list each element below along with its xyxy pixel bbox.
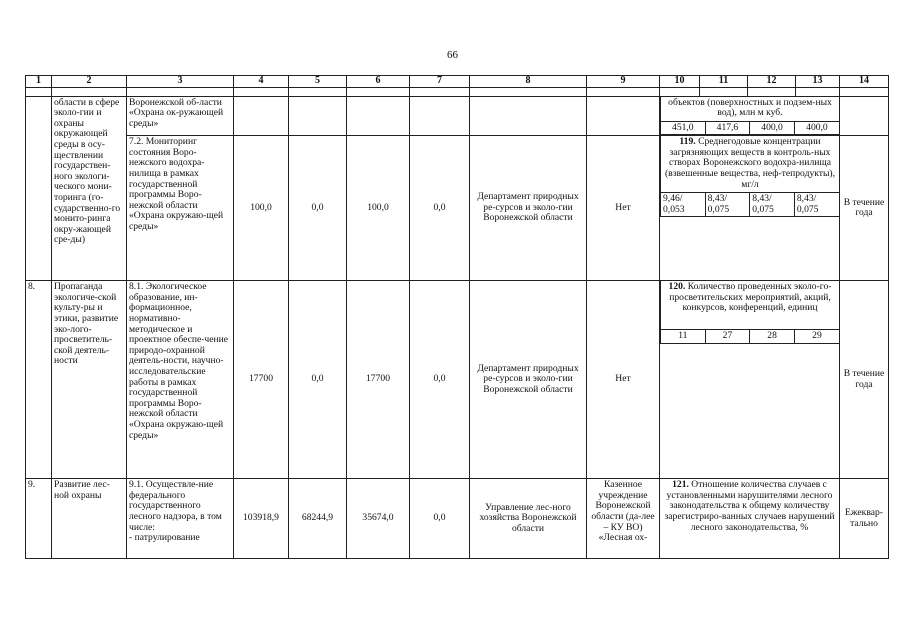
indicator-value: 400,0 — [794, 121, 839, 135]
funding-federal: 68244,9 — [289, 479, 347, 559]
table-row — [26, 479, 889, 559]
indicator-value: 8,43/ 0,075 — [794, 193, 839, 217]
responsible-cell: Департамент природных ре-сурсов и эколо-гии Воронежской области — [470, 281, 587, 479]
indicator-value: 417,6 — [705, 121, 750, 135]
indicator-value: 29 — [794, 330, 839, 344]
indicator-number: 120. — [668, 281, 686, 293]
header-col: 8 — [470, 76, 587, 88]
indicator-value: 8,43/ 0,075 — [750, 193, 795, 217]
funding-total: 17700 — [234, 281, 289, 479]
measure-cell: 8.1. Экологическое образование, ин-формационное, нормативно-методическое и проектное обеспе-чение природо-охранной деятель-ности, научно-исследовательские работы в рамках государственной программы Воро-нежской области «Охрана окружаю-щей среды» — [127, 281, 234, 479]
executor-cell: Нет — [587, 136, 660, 281]
header-col: 12 — [748, 76, 796, 88]
header-col: 1 — [26, 76, 52, 88]
responsible-cell: Департамент природных ре-сурсов и эколо-гии Воронежской области — [470, 136, 587, 281]
funding-local: 0,0 — [410, 281, 470, 479]
header-col: 9 — [587, 76, 660, 88]
indicator-value: 27 — [705, 330, 750, 344]
deadline-cell: Ежеквар-тально — [840, 479, 889, 559]
deadline-cell: В течение года — [840, 136, 889, 281]
header-gap — [26, 87, 889, 96]
header-col: 10 — [660, 76, 700, 88]
indicator-value: 9,46/ 0,053 — [661, 193, 706, 217]
funding-total: 100,0 — [234, 136, 289, 281]
funding-total: 103918,9 — [234, 479, 289, 559]
header-col: 5 — [289, 76, 347, 88]
indicator-cell — [660, 281, 840, 479]
indicator-value: 28 — [750, 330, 795, 344]
responsible-cell: Управление лес-ного хозяйства Воронежской области — [470, 479, 587, 559]
header-col: 11 — [700, 76, 748, 88]
indicator-value: 8,43/ 0,075 — [705, 193, 750, 217]
funding-local: 0,0 — [410, 479, 470, 559]
header-col: 7 — [410, 76, 470, 88]
table-row — [26, 281, 889, 479]
executor-cell: Нет — [587, 281, 660, 479]
table-row — [26, 96, 889, 136]
measure-cell: 7.2. Мониторинг состояния Воро-нежского водохра-нилища в рамках государственной программы Воро-нежской области «Охрана окружаю-щей среды» — [127, 136, 234, 281]
measure-text: 9.1. Осуществле-ние федерального государственного лесного надзора, в том числе: — [129, 479, 222, 533]
task-cell: области в сфере эколо-гии и охраны окружающей среды в осу-ществлении государствен-ного экологи-ческого мони-торинга (го-сударственно-го монито-ринга окру-жающей сре-ды) — [52, 96, 127, 281]
indicator-description: Количество проведенных эколо-го-просветительских мероприятий, акций, конкурсов, конференций, единиц — [669, 281, 832, 314]
page-number: 66 — [447, 49, 458, 61]
measure-item: - патрулирование — [129, 532, 200, 544]
header-col: 3 — [127, 76, 234, 88]
indicator-value: 400,0 — [750, 121, 795, 135]
row-number-cell — [26, 96, 52, 281]
header-col: 13 — [796, 76, 840, 88]
program-table — [25, 75, 889, 559]
funding-federal: 0,0 — [289, 281, 347, 479]
deadline-cell: В течение года — [840, 281, 889, 479]
indicator-number: 121. — [672, 479, 689, 491]
header-col: 2 — [52, 76, 127, 88]
indicator-cell — [660, 479, 840, 559]
measure-cell: Воронежской об-ласти «Охрана ок-ружающей среды» — [127, 96, 234, 136]
task-cell: Развитие лес-ной охраны — [52, 479, 127, 559]
indicator-text — [661, 281, 840, 330]
indicator-description: Отношение количества случаев с установленными нарушителями лесного законодательства к общему количеству зарегистриро-ванных случаев нарушений лесного законодательства, % — [664, 479, 835, 533]
executor-cell: Казенное учреждение Воронежской области (да-лее – КУ ВО) «Лесная ох- — [587, 479, 660, 559]
funding-regional: 17700 — [347, 281, 410, 479]
indicator-description: Среднегодовые концентрации загрязняющих веществ в контроль-ных створах Воронежского водохра-нилища (взвешенные вещества, неф-тепродукты), мг/л — [664, 136, 836, 190]
header-col: 6 — [347, 76, 410, 88]
funding-regional: 35674,0 — [347, 479, 410, 559]
measure-cell — [127, 479, 234, 559]
indicator-cell — [660, 136, 840, 281]
funding-regional: 100,0 — [347, 136, 410, 281]
funding-federal: 0,0 — [289, 136, 347, 281]
column-number-header — [26, 76, 889, 88]
row-number-cell: 9. — [26, 479, 52, 559]
indicator-value: 451,0 — [661, 121, 706, 135]
indicator-cell — [660, 96, 840, 136]
header-col: 4 — [234, 76, 289, 88]
indicator-value: 11 — [661, 330, 706, 344]
table-row — [26, 136, 889, 281]
indicator-number: 119. — [679, 136, 696, 148]
task-cell: Пропаганда экологиче-ской культу-ры и этики, развитие эко-лого-просветитель-ской деятель-ности — [52, 281, 127, 479]
header-col: 14 — [840, 76, 889, 88]
funding-local: 0,0 — [410, 136, 470, 281]
indicator-text: объектов (поверхностных и подзем-ных вод), млн м куб. — [661, 97, 840, 122]
row-number-cell: 8. — [26, 281, 52, 479]
indicator-text — [661, 136, 840, 193]
